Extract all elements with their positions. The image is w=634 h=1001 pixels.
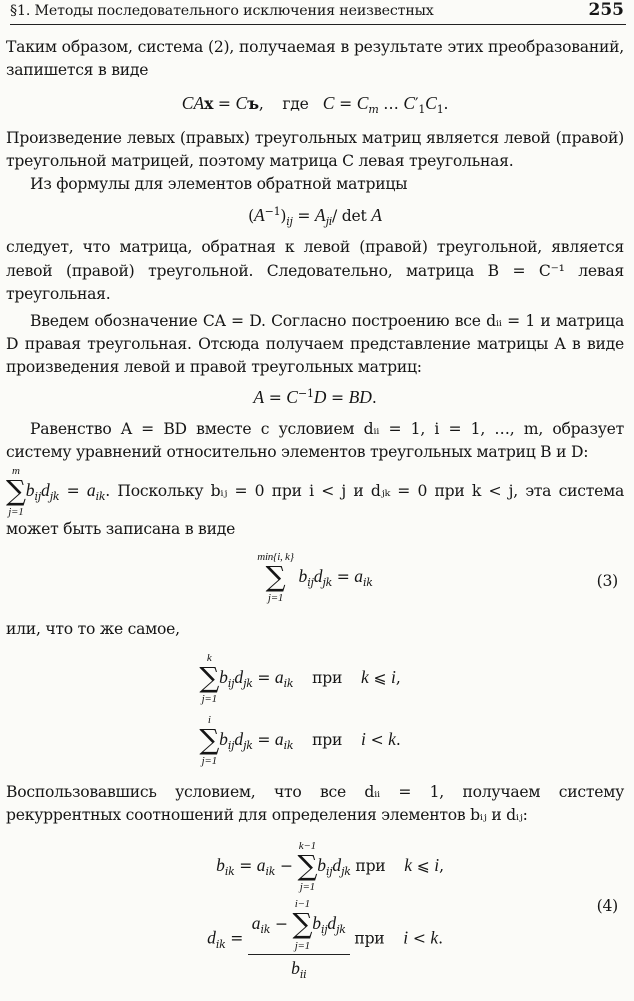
paragraph-5: Введем обозначение CA = D. Согласно построению все dᵢᵢ = 1 и матрица D правая треугольная. Отсюда получаем представление матрицы A в виде произведения левой и правой треугольных матриц: (6, 312, 624, 377)
equation-bik: $b_{ik} = a_{ik}$ − k−1 ∑ j=1 $b_{ij}d_{jk}$ при k ⩽ i, (216, 840, 444, 894)
paragraph-3: Из формулы для элементов обратной матрицы (30, 175, 408, 194)
section-title: §1. Методы последовательного исключения неизвестных (10, 3, 434, 19)
sum-to-i: i ∑ j=1 (199, 713, 220, 768)
paragraph-8: Воспользовавшись условием, что все dᵢᵢ = 1, получаем систему рекуррентных соотношений для определения элементов bᵢⱼ и dᵢⱼ: (6, 782, 624, 825)
equation-4 (6, 841, 624, 1001)
paragraph-2: Произведение левых (правых) треугольных матриц является левой (правой) треугольной матрицей, поэтому матрица C левая треугольная. (6, 128, 624, 170)
formula-inverse: $(A^{-1})_{ij} = A_{ji}/$ det A (248, 205, 382, 229)
equation-dik: $d_{ik}$ = $a_{ik}$ − i−1 ∑ j=1 $b_{ij}d_{jk}$ $b_{ii}$ при i < k. (207, 898, 443, 981)
fraction-dik (248, 899, 350, 980)
page-number: 255 (588, 0, 624, 20)
equation-i-lt-k: i ∑ j=1 $b_{ij}d_{jk} = a_{ik}$ при i < k. (199, 713, 401, 768)
running-header (10, 0, 626, 25)
equation-k-le-i: k ∑ j=1 $b_{ij}d_{jk} = a_{ik}$ при k ⩽ i, (199, 651, 401, 706)
equation-3: min{i, k} ∑ j=1 $b_{ij}d_{jk} = a_{ik}$ (3) (257, 550, 618, 604)
fraction-denominator: $b_{ii}$ (291, 957, 307, 981)
formula-cax: CAx = Cъ, где $C = C_m$ … $C'_1C_1$. (181, 93, 449, 117)
word-pri-1: при (312, 668, 343, 687)
word-pri-2: при (312, 730, 343, 749)
sum-inline: m ∑ j=1 (6, 465, 26, 519)
paragraph-6b-line: m ∑ j=1 $b_{ij}d_{jk} = a_{ik}$. Поскольку bᵢⱼ = 0 при i < j и dⱼₖ = 0 при k < j, эта система может быть записана в виде (6, 465, 624, 539)
equation-4-number: (4) (596, 897, 618, 916)
page-body (6, 36, 624, 1001)
paragraph-7: или, что то же самое, (6, 619, 180, 638)
formula-a-bd: $A = C^{-1}D$ = BD. (253, 386, 377, 407)
sum-to-k-minus-1: k−1 ∑ j=1 (297, 840, 318, 894)
fraction-numerator: $a_{ik}$ − i−1 ∑ j=1 $b_{ij}d_{jk}$ (248, 899, 350, 954)
paragraph-6b: . Поскольку bᵢⱼ = 0 при i < j и dⱼₖ = 0 при k < j, эта система может быть записана в виде (6, 482, 624, 539)
word-pri-3: при (355, 857, 386, 876)
sum-to-i-minus-1: i−1 ∑ j=1 (292, 898, 313, 952)
word-pri-4: при (354, 930, 385, 949)
sum-to-k: k ∑ j=1 (199, 651, 220, 706)
where-label: где (282, 95, 309, 114)
paragraph-6a: Равенство A = BD вместе с условием dᵢᵢ = 1, i = 1, …, m, образует систему уравнений относительно элементов треугольных матриц B и D: (6, 419, 624, 462)
paragraph-4: следует, что матрица, обратная к левой (правой) треугольной, является левой (правой) треугольной. Следовательно, матрица B = C⁻¹ левая треугольная. (6, 238, 624, 303)
sum-min: min{i, k} ∑ j=1 (257, 550, 294, 604)
equation-3-number: (3) (596, 571, 618, 590)
equation-system-a (6, 653, 624, 777)
paragraph-1: Таким образом, система (2), получаемая в результате этих преобразований, запишется в виде (6, 38, 624, 80)
